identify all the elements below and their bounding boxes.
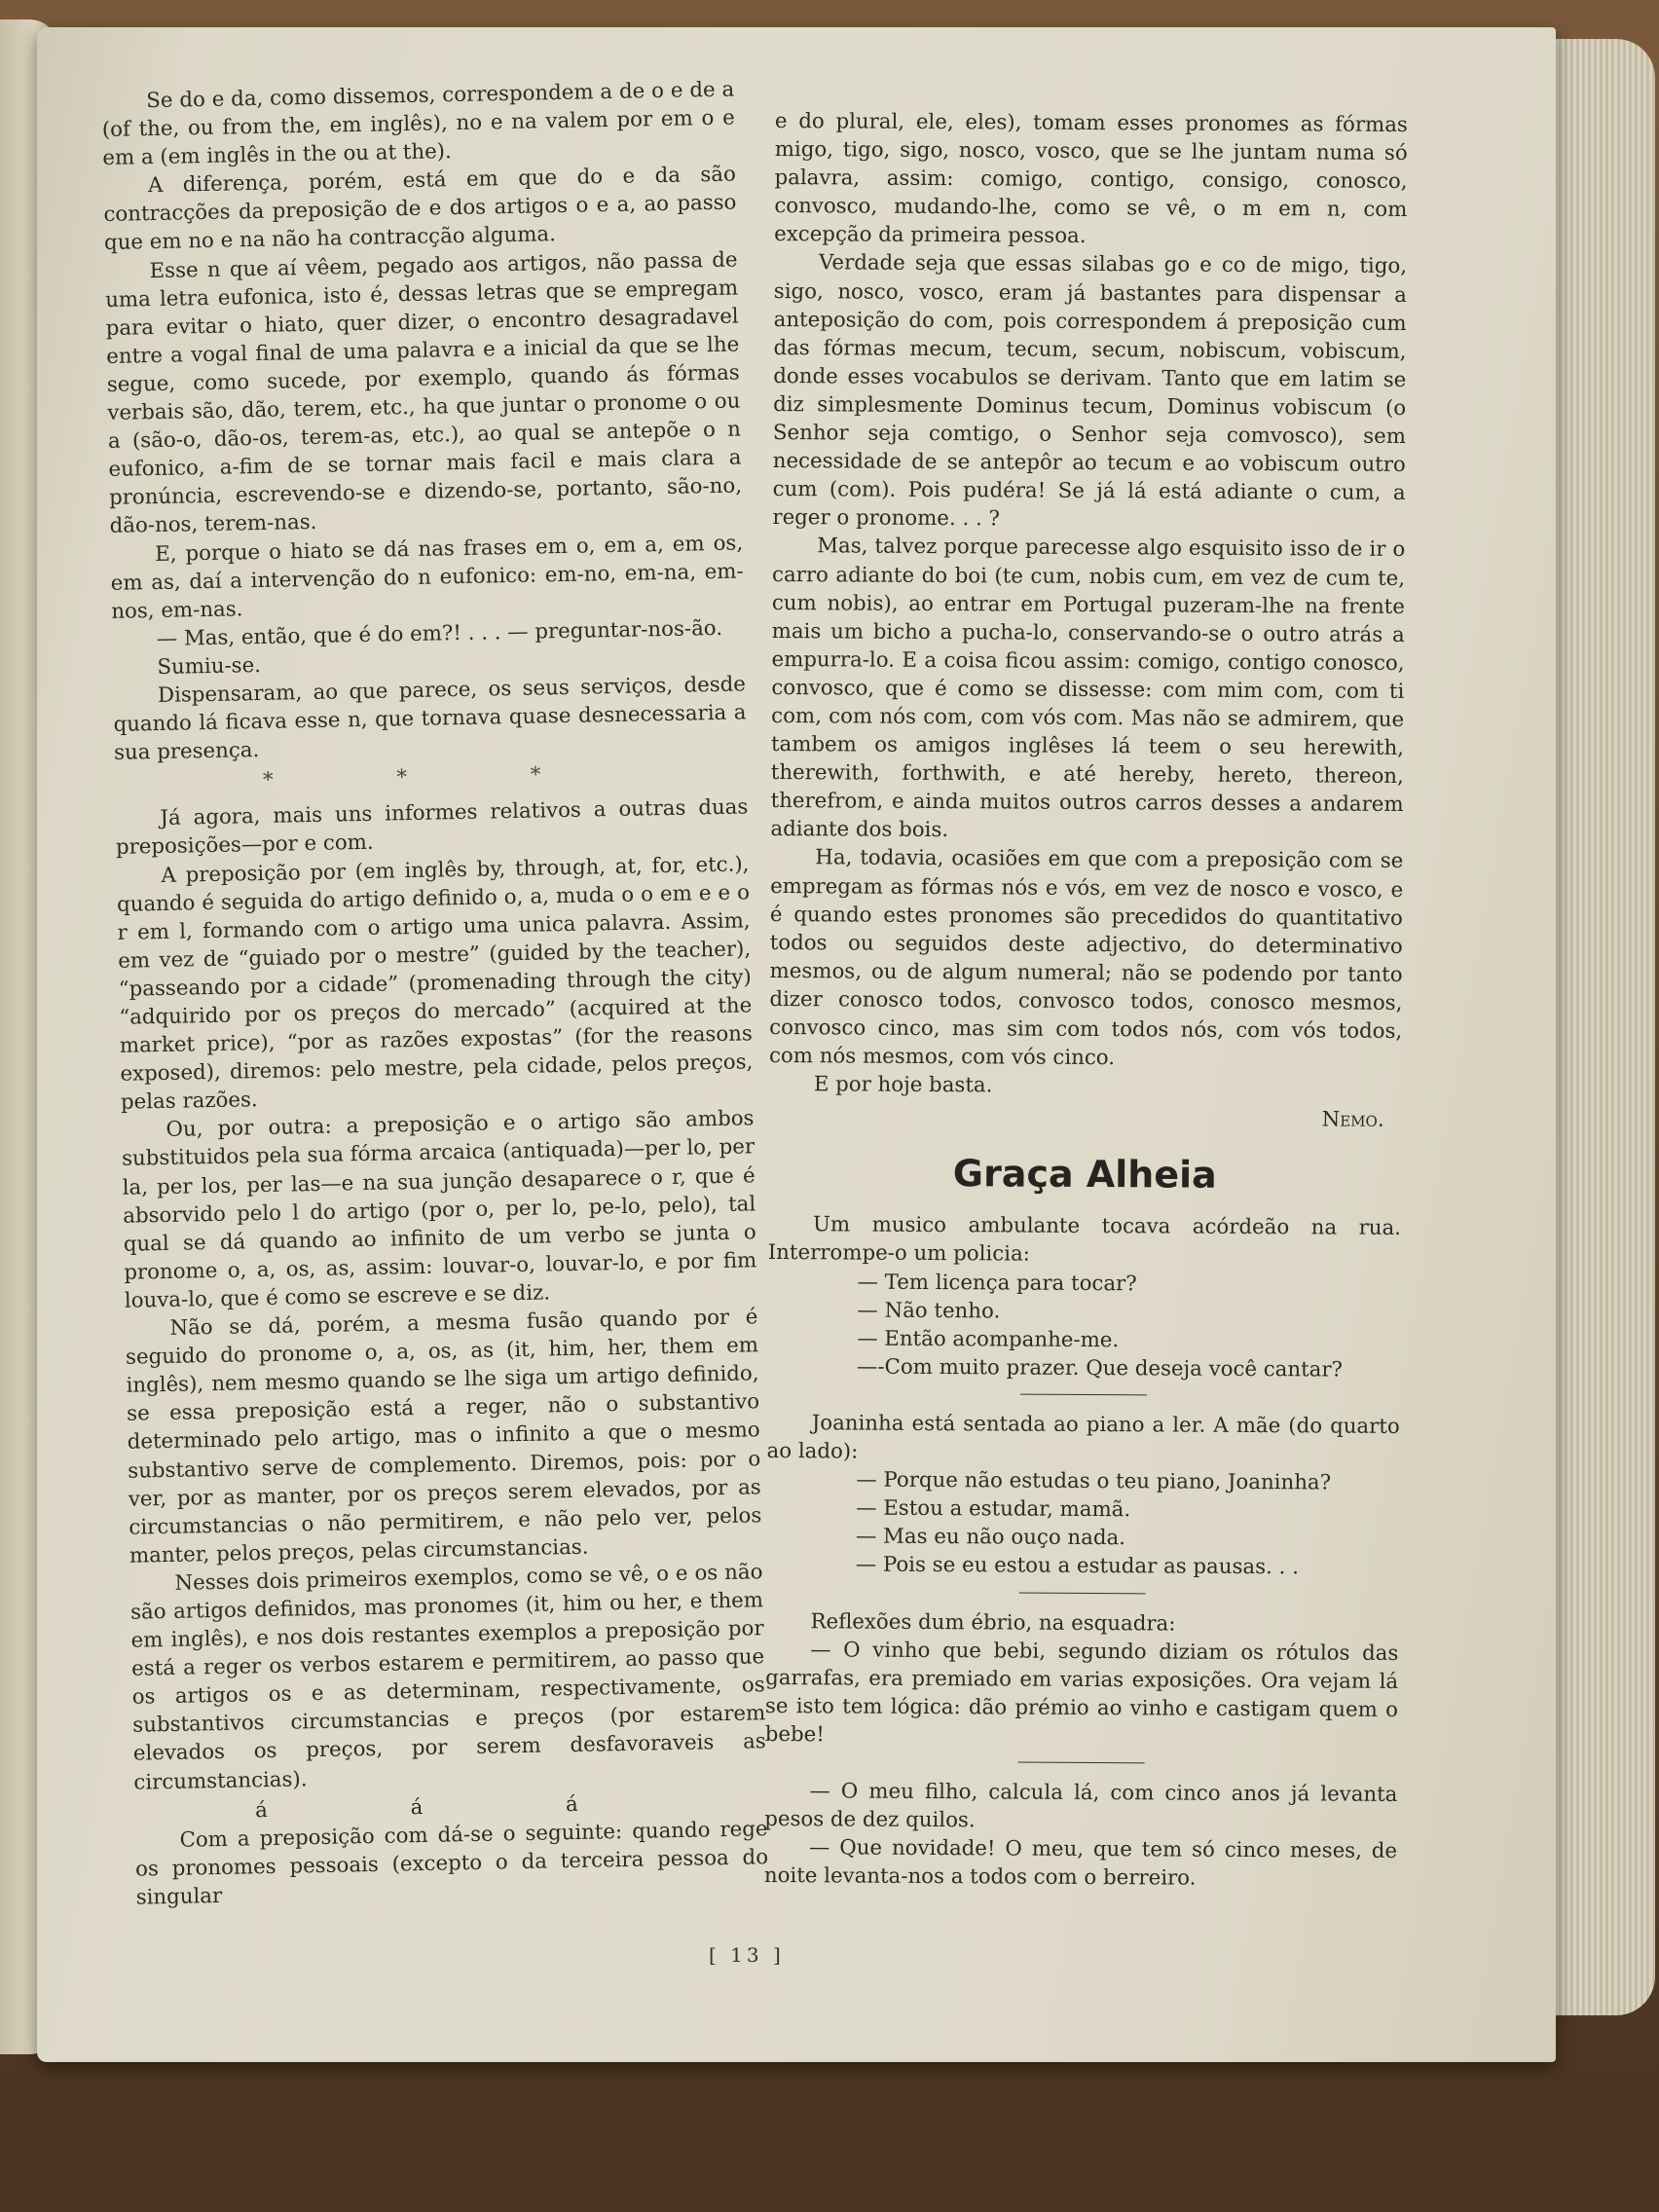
dialog-line: — Mas eu não ouço nada. [855,1524,1126,1551]
paragraph: Não se dá, porém, a mesma fusão quando por é seguido do pronome o, a, os, as (it, him, her, them em inglês), nem mesmo quando se lhe siga um artigo definido, se essa preposição está a reger, não o substantivo determinado pelo artigo, mas o infinito a que o mesmo substantivo serve de complemento. Diremos, pois: por o ver, por as manter, por os preços serem elevados, por as circumstancias o não permitirem, e não pelo ver, pelos manter, pelos preços, pelas circumstancias. [125,1305,762,1568]
paragraph: A preposição por (em inglês by, through, at, for, etc.), quando é seguida do artigo definido o, a, muda o o em e e o r em l, formando com o artigo uma unica palavra. Assim, em vez de “guiado por o mestre” (guided by the teacher), “passeando por a cidade” (promenading through the city) “adquirido por os preços do mercado” (acquired at the market price), “por as razões expostas” (for the reasons exposed), diremos: pelo mestre, pela cidade, pelos preços, pelas razões. [116,851,754,1116]
joke-text: — O vinho que bebi, segundo diziam os rótulos das garrafas, era premiado em varias exposições. Ora vejam lá se isto tem lógica: dão prémio ao vinho e castigam quem o bebe! [764,1637,1399,1748]
dialog-line: — O meu filho, calcula lá, com cinco anos já levanta pesos de dez quilos. [764,1779,1398,1833]
paragraph: — Mas, então, que é do em?! . . . — preguntar-nos-ão. [156,615,723,651]
dialog-line: —-Com muito prazer. Que deseja você cantar? [857,1354,1344,1382]
section-separator: * * * [262,761,600,793]
paragraph: Se do e da, como dissemos, correspondem a de o e de a (of the, ou from the, em inglês), no e na valem por em o e em a (em inglês in the ou at the). [101,77,735,171]
dialog-line: — Tem licença para tocar? [857,1270,1137,1296]
paragraph: Verdade seja que essas silabas go e co de migo, tigo, sigo, nosco, vosco, eram já bastantes para dispensar a anteposição do com, pois correspondem á preposição cum das fórmas mecum, tecum, secum, nobiscum, vobiscum, donde esses vocabulos se derivam. Tanto que em latim se diz simplesmente Dominus tecum, Dominus vobiscum (o Senhor seja comtigo, o Senhor seja comvosco), sem necessidade de se antepôr ao tecum e ao vobiscum outro cum (com). Pois pudéra! Se já lá está adiante o cum, a reger o pronome. . . ? [772,250,1408,532]
joke-intro: Joaninha está sentada ao piano a ler. A mãe (do quarto ao lado): [766,1411,1400,1464]
joke-intro: Reflexões dum ébrio, na esquadra: [810,1608,1176,1637]
paragraph: Mas, talvez porque parecesse algo esquisito isso de ir o carro adiante do boi (te cum, nobis cum, em vez de cum te, cum nobis), ao entrar em Portugal puzeram-lhe na frente mais um bicho a pucha-lo, conservando-se o outro atrás a empurra-lo. E a coisa ficou assim: comigo, contigo conosco, convosco, que é como se dissesse: com mim com, com ti com, com nós com, com vós com. Mas não se admirem, que tambem os amigos inglêses lá teem o seu herewith, therewith, forthwith, e até hereby, hereto, thereon, therefrom, e ainda muitos outros carros desses a andarem adiante dos bois. [770,534,1406,843]
paragraph: Já agora, mais uns informes relativos a outras duas preposições—por e com. [115,794,749,861]
paragraph: Esse n que aí vêem, pegado aos artigos, não passa de uma letra eufonica, isto é, dessas letras que se empregam para evitar o hiato, quer dizer, o encontro desagradavel entre a vogal final de uma palavra e a inicial da que se lhe segue, como sucede, por exemplo, quando ás fórmas verbais são, dão, terem, etc., ha que juntar o pronome o ou a (são-o, dão-os, terem-as, etc.), ao qual se antepõe o n eufonico, a-fim de se tornar mais facil e mais clara a pronúncia, escrevendo-se e dizendo-se, portanto, são-no, dão-nos, terem-nas. [104,247,743,539]
left-column [101,76,769,1912]
paragraph: Ha, todavia, ocasiões em que com a preposição com se empregam as fórmas nós e vós, em vez de nosco e vosco, e é quando estes pronomes são precedidos do quantitativo todos ou seguidos deste adjectivo, do determinativo mesmos, ou de algum numeral; não se podendo por tanto dizer conosco todos, convosco todos, conosco mesmos, convosco cinco, mas sim com todos nós, com vós todos, com nós mesmos, com vós cinco. [768,845,1404,1071]
paragraph: Nesses dois primeiros exemplos, como se vê, o e os não são artigos definidos, mas pronomes (it, him ou her, e them em inglês), e nos dois restantes exemplos a preposição por está a reger os verbos estarem e permitirem, ao passo que os artigos os e as determinam, respectivamente, os substantivos circumstancias e preços (por estarem elevados os preços, por serem desfavoraveis as circumstancias). [129,1560,766,1795]
paragraph: A diferença, porém, está em que do e da são contracções da preposição de e dos artigos o e a, ao passo que em no e na não ha contracção alguma. [103,162,737,256]
divider [1018,1762,1145,1764]
paragraph: E, porque o hiato se dá nas frases em o, em a, em os, em as, daí a intervenção do n eufonico: em-no, em-na, em-nos, em-nas. [110,530,744,624]
paragraph: e do plural, ele, eles), tomam esses pronomes as fórmas migo, tigo, sigo, nosco, vosco, que se lhe juntam numa só palavra, assim: comigo, contigo, consigo, conosco, convosco, mudando-lhe, como se vê, o m em n, com excepção da primeira pessoa. [774,108,1408,249]
divider [1019,1592,1146,1594]
book-page [37,27,1556,2062]
page-number: [ 13 ] [709,1943,785,1967]
dialog-line: — Pois se eu estou a estudar as pausas. . . [855,1552,1299,1580]
dialog-line: — Que novidade! O meu, que tem só cinco meses, de noite levanta-nos a todos com o berreiro. [763,1835,1398,1891]
paragraph: Com a preposição com dá-se o seguinte: quando rege os pronomes pessoais (excepto o da terceira pessoa do singular [134,1816,769,1910]
paragraph: Dispensaram, ao que parece, os seus serviços, desde quando lá ficava esse n, que tornava quase desnecessaria a sua presença. [113,672,747,766]
dialog-line: — Não tenho. [857,1298,1001,1324]
accent-marks: á á á [254,1790,646,1823]
paragraph: Sumiu-se. [157,652,262,680]
right-column [764,107,1408,1894]
dialog-line: — Porque não estudas o teu piano, Joaninha? [856,1467,1332,1495]
section-title: Graça Alheia [952,1152,1217,1198]
paragraph: Ou, por outra: a preposição e o artigo são ambos substituidos pela sua fórma arcaica (antiquada)—per lo, per la, per los, per las—e na sua junção desaparece o r, que é absorvido pelo l do artigo (por o, per lo, pe-lo, pelo), tal qual se dá quando ao infinito de um verbo se junta o pronome o, a, os, as, assim: louvar-o, louvar-lo, e por fim louva-lo, que é como se escreve e se diz. [121,1106,757,1313]
joke-intro: Um musico ambulante tocava acórdeão na rua. Interrompe-o um policia: [767,1212,1402,1268]
dialog-line: — Estou a estudar, mamã. [856,1495,1131,1523]
paragraph: E por hoje basta. [813,1072,993,1098]
dialog-line: — Então acompanhe-me. [857,1326,1120,1352]
author-signature: Nemo. [1321,1107,1384,1133]
divider [1020,1394,1147,1396]
